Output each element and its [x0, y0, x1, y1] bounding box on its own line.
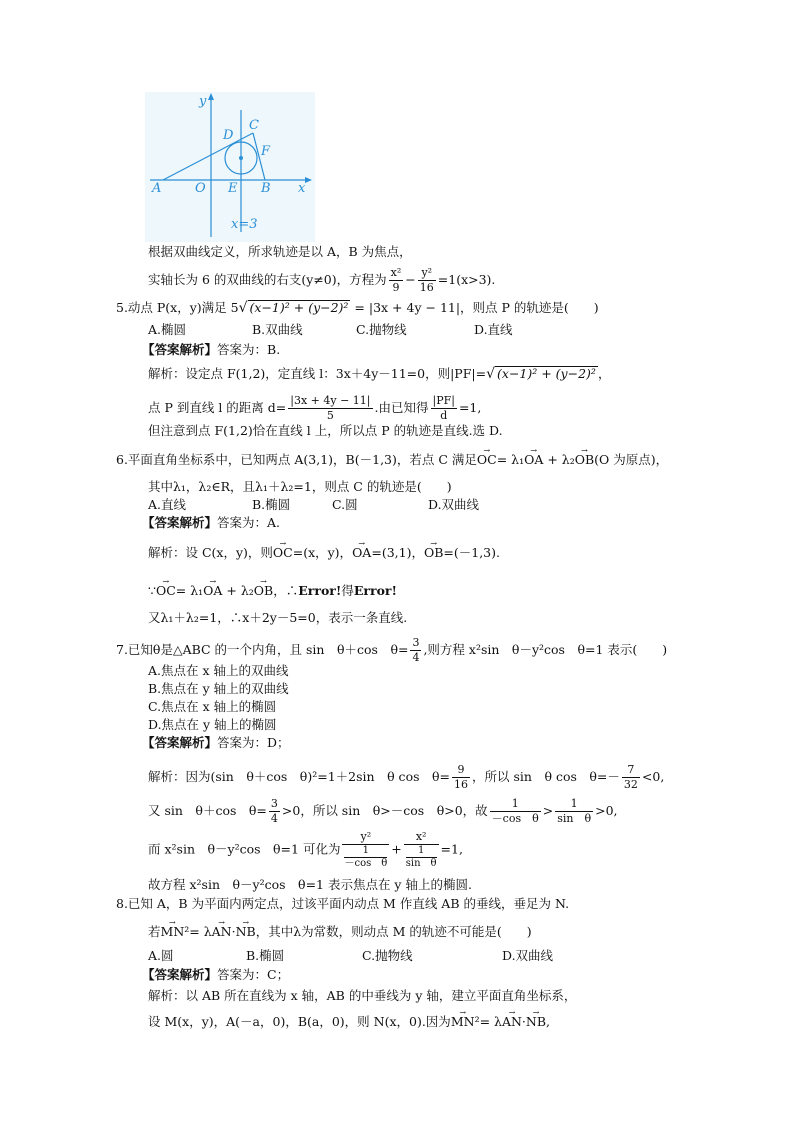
fraction [431, 394, 457, 423]
fraction [622, 763, 640, 792]
solution-line [148, 797, 618, 826]
answer-label: 【答案解析】 [142, 342, 218, 357]
fraction [490, 797, 541, 826]
text-span: 解析：设定点 F(1,2)，定直线 l：3x＋4y－11=0，则|PF|= [148, 366, 487, 381]
numerator: 3 [412, 636, 420, 649]
solution-line [148, 583, 397, 599]
vector-oc: → OC [156, 583, 176, 599]
solution-line: 解析：以 AB 所在直线为 x 轴，AB 的中垂线为 y 轴，建立平面直角坐标系， [148, 988, 577, 1003]
denominator: 32 [623, 778, 638, 791]
circle-center [239, 156, 243, 160]
text-span: .由已知得 [374, 400, 429, 415]
text-span: ²= λ [474, 1014, 502, 1029]
denominator: 4 [270, 812, 278, 825]
text-span: ，所以 sin θ cos θ=－ [472, 769, 620, 784]
vector-oc: → OC [273, 545, 293, 561]
text-span: 若 [148, 924, 161, 939]
vector-ob: → OB [254, 583, 273, 599]
label-y: y [199, 94, 207, 109]
text-span: =(3,1)， [371, 545, 424, 560]
solution-line [148, 1014, 550, 1030]
fraction [288, 394, 372, 423]
text-span: · [521, 1014, 526, 1029]
numerator: 7 [622, 763, 640, 778]
numerator: 3 [270, 797, 278, 810]
denominator: 4 [412, 651, 420, 664]
solution-line [148, 366, 610, 382]
fraction [452, 763, 470, 792]
question-8: 8.已知 A，B 为平面内两定点，过该平面内动点 M 作直线 AB 的垂线，垂足为 N. [116, 896, 570, 911]
text-span: 又 sin θ＋cos θ= [148, 803, 267, 818]
label-o: O [195, 181, 206, 196]
option-b: B.焦点在 y 轴上的双曲线 [148, 681, 289, 696]
text-span: (O 为原点)， [594, 452, 669, 467]
option-d: D.双曲线 [428, 497, 480, 512]
inner-denominator: sin θ [405, 858, 437, 869]
text-span: ，∴ [273, 583, 299, 598]
text-span: ∵ [148, 583, 156, 598]
text-span: − [405, 272, 416, 287]
options-row [148, 322, 513, 338]
vector-an: → AN [212, 924, 232, 940]
error-text: Error! [298, 583, 342, 598]
option-a: A.圆 [148, 948, 174, 963]
question-6 [116, 452, 668, 468]
vector-nb: → NB [236, 924, 256, 940]
answer-text: 答案为：D； [217, 735, 290, 750]
text-line: 根据双曲线定义，所求轨迹是以 A，B 为焦点， [148, 244, 412, 259]
denominator: 16 [419, 281, 434, 294]
radicand: (x−1)² + (y−2)² [497, 366, 596, 381]
text-span: 而 x²sin θ－y²cos θ=1 可化为 [148, 841, 341, 857]
numerator: 1 [490, 797, 541, 812]
label-b: B [261, 181, 271, 196]
text-span: > [542, 803, 554, 818]
answer-text: 答案为：C； [217, 967, 290, 982]
denominator: d [440, 409, 448, 422]
solution-line: 故方程 x²sin θ－y²cos θ=1 表示焦点在 y 轴上的椭圆. [148, 877, 472, 892]
radical-sign: √ [486, 366, 496, 382]
text-span: = |3x + 4y − 11|，则点 P 的轨迹是( ) [350, 300, 599, 315]
text-span: + [391, 841, 402, 857]
denominator: －cos θ [491, 812, 539, 825]
label-line-x3: x=3 [231, 217, 258, 232]
label-a: A [152, 181, 162, 196]
answer-text: 答案为：B. [217, 342, 281, 357]
solution-line: 又λ₁＋λ₂=1，∴x＋2y－5=0，表示一条直线. [148, 610, 408, 625]
text-span: , [546, 1014, 551, 1029]
fraction [389, 266, 404, 295]
text-span: 实轴长为 6 的双曲线的右支(y≠0)，方程为 [148, 272, 387, 287]
text-span: + λ₂ [543, 452, 575, 467]
options-row [148, 497, 479, 513]
text-span: ， [597, 366, 611, 381]
compound-denominator [404, 845, 439, 870]
answer-line [142, 515, 280, 531]
option-a: A.直线 [148, 497, 187, 512]
text-span: 7.已知θ是△ABC 的一个内角，且 sin θ＋cos θ= [116, 642, 409, 657]
compound-denominator [342, 845, 389, 870]
text-span: 解析：因为(sin θ＋cos θ)²=1＋2sin θ cos θ= [148, 769, 451, 784]
vector-oa: → OA [203, 583, 222, 599]
option-b: B.椭圆 [246, 948, 285, 963]
hyperbola-figure [145, 92, 315, 242]
label-e: E [228, 181, 238, 196]
option-c: C.抛物线 [362, 948, 413, 963]
option-d: D.双曲线 [502, 948, 554, 963]
denominator: sin θ [557, 812, 592, 825]
option-d: D.焦点在 y 轴上的椭圆 [148, 717, 277, 732]
fraction [410, 636, 421, 665]
question-5 [116, 300, 599, 316]
text-span: >0, [595, 803, 618, 818]
text-span: =1, [440, 841, 463, 857]
solution-line: 但注意到点 F(1,2)恰在直线 l 上，所以点 P 的轨迹是直线.选 D. [148, 423, 503, 438]
inner-numerator: 1 [344, 845, 387, 858]
option-a: A.焦点在 x 轴上的双曲线 [148, 663, 289, 678]
numerator: x² [404, 830, 439, 845]
numerator: |3x + 4y − 11| [290, 394, 371, 407]
answer-text: 答案为：A. [217, 515, 281, 530]
label-c: C [249, 118, 259, 133]
question-line: 其中λ₁，λ₂∈R，且λ₁＋λ₂=1，则点 C 的轨迹是( ) [148, 479, 452, 494]
answer-line [142, 735, 290, 751]
question-7 [116, 636, 667, 665]
numerator: y² [342, 830, 389, 845]
fraction [269, 797, 280, 826]
text-span: = λ₁ [175, 583, 204, 598]
option-c: C.圆 [332, 497, 358, 512]
answer-line [142, 342, 280, 358]
answer-line [142, 967, 289, 983]
question-line [148, 924, 532, 940]
fraction [418, 266, 436, 295]
vector-mn: → MN [451, 1014, 475, 1030]
vector-oa: → OA [352, 545, 371, 561]
text-span: ²= λ [184, 924, 212, 939]
solution-line [148, 763, 664, 792]
vector-ob: → OB [424, 545, 443, 561]
option-b: B.椭圆 [252, 497, 291, 512]
text-span: · [231, 924, 236, 939]
denominator: 9 [392, 281, 400, 294]
text-span: >0，所以 sin θ>－cos θ>0，故 [281, 803, 488, 818]
label-d: D [223, 128, 234, 143]
text-span: 5.动点 P(x，y)满足 5 [116, 300, 239, 315]
text-span: =1, [458, 400, 482, 415]
radicand: (x−1)² + (y−2)² [249, 300, 349, 315]
text-span: = λ₁ [496, 452, 525, 467]
vector-nb: → NB [526, 1014, 546, 1030]
denominator: 5 [326, 409, 334, 422]
text-span: =(－1,3). [443, 545, 500, 560]
numerator: y² [418, 266, 436, 281]
text-span: 设 M(x，y)，A(－a，0)，B(a，0)，则 N(x，0).因为 [148, 1014, 451, 1029]
inner-numerator: 1 [406, 845, 437, 858]
text-span: 解析：设 C(x，y)，则 [148, 545, 273, 560]
vector-mn: → MN [161, 924, 185, 940]
numerator: 1 [555, 797, 593, 812]
vector-oc: → OC [477, 452, 497, 468]
vector-an: → AN [502, 1014, 522, 1030]
text-span: =1(x>3). [437, 272, 496, 287]
text-span: 6.平面直角坐标系中，已知两点 A(3,1)，B(－1,3)，若点 C 满足 [116, 452, 477, 467]
answer-label: 【答案解析】 [142, 735, 218, 750]
solution-line [148, 545, 500, 561]
fraction [404, 830, 439, 870]
option-d: D.直线 [474, 322, 513, 337]
numerator: |PF| [432, 394, 455, 407]
answer-label: 【答案解析】 [142, 515, 218, 530]
numerator: x² [390, 266, 402, 279]
radical-sign: √ [238, 300, 248, 316]
option-a: A.椭圆 [148, 322, 187, 337]
option-c: C.焦点在 x 轴上的椭圆 [148, 699, 277, 714]
label-f: F [261, 144, 271, 159]
answer-label: 【答案解析】 [142, 967, 218, 982]
text-span: <0, [641, 769, 665, 784]
text-span: + λ₂ [222, 583, 254, 598]
label-x: x [298, 181, 306, 196]
option-c: C.抛物线 [356, 322, 407, 337]
option-b: B.双曲线 [252, 322, 303, 337]
options-row [148, 948, 553, 964]
numerator: 9 [452, 763, 470, 778]
text-span: 点 P 到直线 l 的距离 d= [148, 400, 287, 415]
figure-background [145, 92, 315, 242]
fraction [555, 797, 593, 826]
text-span: 得 [341, 583, 354, 598]
vector-ob: → OB [575, 452, 594, 468]
text-span: ，其中λ为常数，则动点 M 的轨迹不可能是( ) [255, 924, 532, 939]
fraction [342, 830, 389, 870]
error-text: Error! [353, 583, 397, 598]
vector-oa: → OA [524, 452, 543, 468]
solution-line [148, 394, 481, 423]
text-line [148, 266, 495, 295]
text-span: ,则方程 x²sin θ－y²cos θ=1 表示( ) [423, 642, 668, 657]
denominator: 16 [454, 778, 469, 791]
text-span: =(x，y)， [292, 545, 353, 560]
inner-denominator: －cos θ [344, 858, 388, 869]
solution-line [148, 830, 463, 870]
